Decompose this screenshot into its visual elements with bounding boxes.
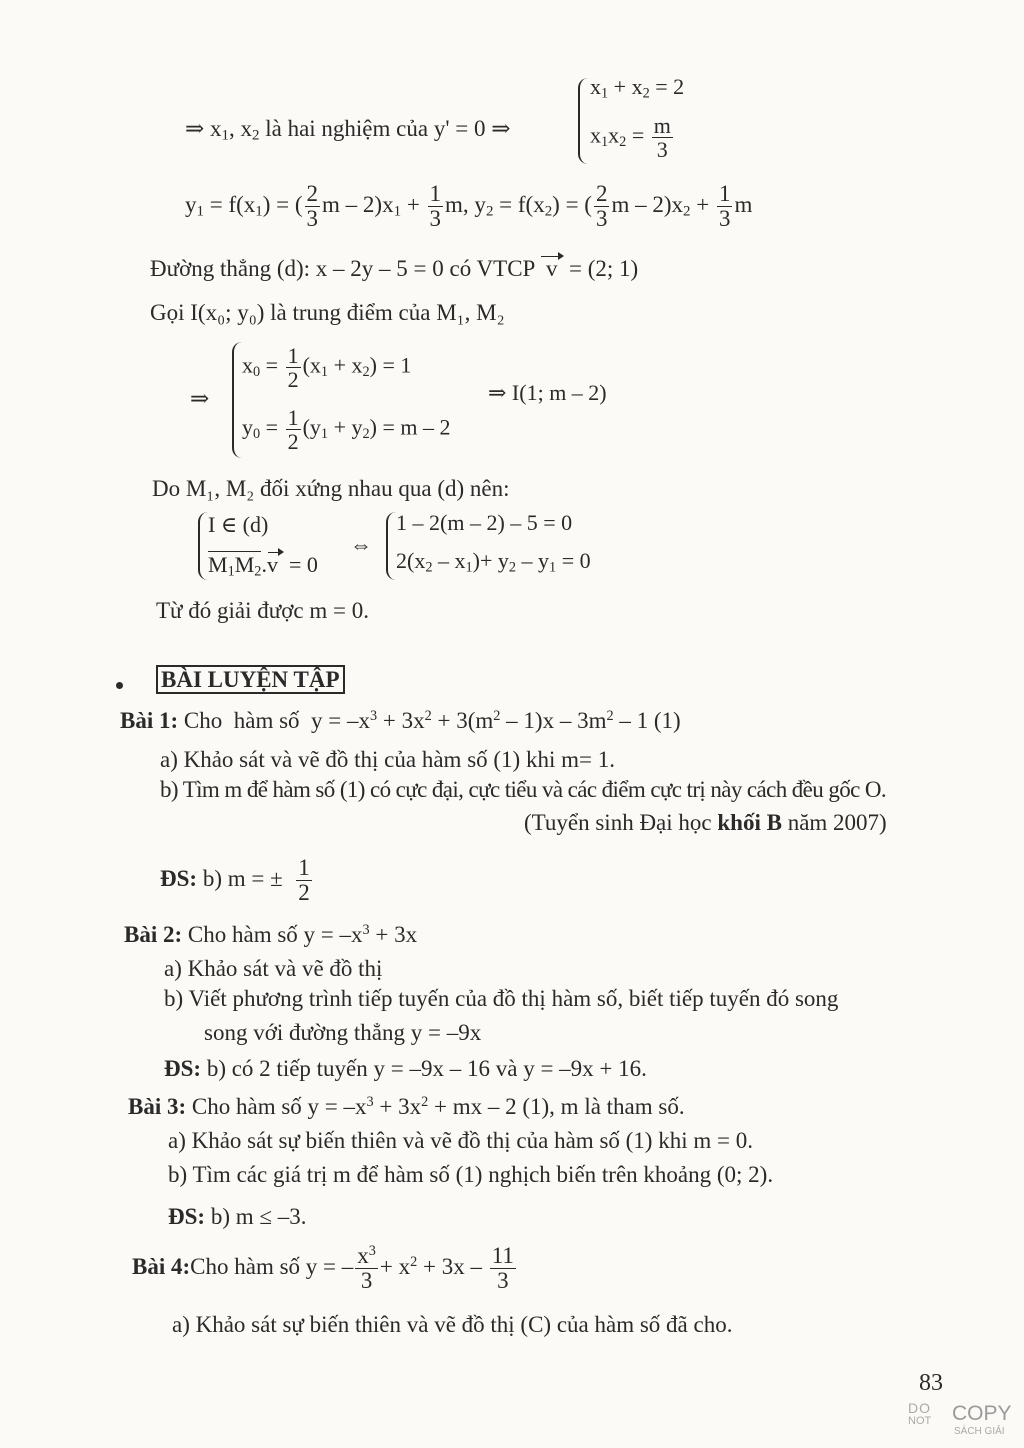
bai2-part-a: a) Khảo sát và vẽ đồ thị [164,956,383,981]
bai3-answer [168,1204,307,1230]
watermark-do: DO [908,1400,931,1416]
vieta-line: ⇒ $x_1$, $x_2$ là hai nghiệm của y' = 0 ⇒ [185,116,511,144]
watermark-not: NOT [908,1415,932,1427]
bai3-part-b: b) Tìm các giá trị m để hàm số (1) nghịch biến trên khoảng (0; 2). [168,1162,774,1187]
watermark-copy: COPY [952,1402,1012,1425]
watermark-sach-giai: SÁCH GIẢI [954,1426,1005,1437]
bai4-statement: Bài 4:Cho hàm số y = – $\frac{x^3}{3}$ + $x^2 + 3x$ – $\frac{11}{3}$ [132,1243,514,1294]
midpoint-line: Gọi I(x₀; y₀) là trung điểm của M₁, M₂ [150,300,505,325]
page-number: 83 [919,1370,943,1396]
y-values-line: $y_1 = f(x_1)$ = ( $\frac{2}{3}$ m – $2)x_1$ + $\frac{1}{3}$ m, $y_2 = f(x_2)$ = ( $\frac{2}{3}$ m – $2)x_2$ + $\frac{1}{3}$ m [185,181,753,232]
implies-arrow: ⇒ [190,386,210,411]
bai2-statement: Bài 2: Cho hàm số $y = -x^3 + 3x$ [124,922,418,947]
x0-equation: $x_0$ = $\frac{1}{2}$ $(x_1 + x_2) = 1$ [242,343,412,393]
y0-equation: $y_0$ = $\frac{1}{2}$ $(y_1 + y_2) = m - 2$ [242,405,451,455]
line-d: Đường thẳng (d): x – 2y – 5 = 0 có VTCP v = (2; 1) [150,256,639,281]
watermark-logo [902,1398,1020,1442]
bai3-answer-label: ĐS: [168,1204,206,1229]
section-title-text: BÀI LUYỆN TẬP [156,665,345,694]
bai1-part-a: a) Khảo sát và vẽ đồ thị của hàm số (1) khi m= 1. [160,747,615,772]
bai2-part-b2: song với đường thẳng y = –9x [204,1020,482,1045]
bai1-part-b: b) Tìm m để hàm số (1) có cực đại, cực tiểu và các điểm cực trị này cách đều gốc O. [160,777,887,802]
section-title [156,667,345,693]
bai1-source-post: năm 2007) [787,810,887,835]
bai3-statement: Bài 3: Cho hàm số $y = -x^3 + 3x^2$ + mx – 2 (1), m là tham số. [128,1094,685,1119]
bai1-source [524,810,887,836]
bai4-part-a: a) Khảo sát sự biến thiên và vẽ đồ thị (C) của hàm số đã cho. [172,1312,733,1337]
condition-eq1: 1 – 2(m – 2) – 5 = 0 [396,510,573,535]
section-bullet [116,682,123,689]
bai2-answer-text: b) có 2 tiếp tuyến y = –9x – 16 và y = –9x + 16. [206,1056,647,1081]
vieta-sum: $x_1 + x_2 = 2$ [590,74,685,102]
bai3-part-a: a) Khảo sát sự biến thiên và vẽ đồ thị của hàm số (1) khi m = 0. [168,1128,753,1153]
bai1-answer-label: ĐS: [160,865,198,891]
bai3-answer-text: b) m ≤ –3. [210,1204,307,1229]
vieta-text: là hai nghiệm của [265,116,429,141]
bai2-answer [164,1056,647,1082]
condition-i-in-d: I ∈ (d) [208,512,269,537]
bai4-label: Bài 4: [132,1253,191,1279]
bai1-source-bold: khối B [717,810,782,835]
bai1-answer: ĐS: b) m = ± $\frac{1}{2}$ [160,855,310,906]
vieta-product: $x_1x_2$ = $\frac{m}{3}$ [590,113,671,163]
bai2-answer-label: ĐS: [164,1056,202,1081]
condition-perpendicular: $M_1M_2.v = 0$ [208,552,318,580]
equivalence-symbol: ⇔ [350,532,372,557]
bai1-source-pre: (Tuyển sinh Đại học [524,810,712,835]
system-brace [578,78,590,164]
result-line: Từ đó giải được m = 0. [156,598,369,623]
bai2-part-b1: b) Viết phương trình tiếp tuyến của đồ thị hàm số, biết tiếp tuyến đó song [164,986,839,1011]
symmetry-line: Do M₁, M₂ đối xứng nhau qua (d) nên: [152,476,510,501]
condition-brace-left [198,512,208,580]
midpoint-result: ⇒ I(1; m – 2) [488,380,607,405]
condition-eq2: $2(x_2 - x_1)+ y_2 - y_1 = 0$ [396,548,591,576]
condition-brace-right [386,512,396,580]
bai3-label: Bài 3: [128,1094,187,1119]
bai1-label: Bài 1: [120,708,179,733]
bai1-statement: Bài 1: Cho hàm số $y = -x^3 + 3x^2 + 3(m^2 - 1)x - 3m^2 - 1$ (1) [120,708,681,733]
bai2-label: Bài 2: [124,922,183,947]
